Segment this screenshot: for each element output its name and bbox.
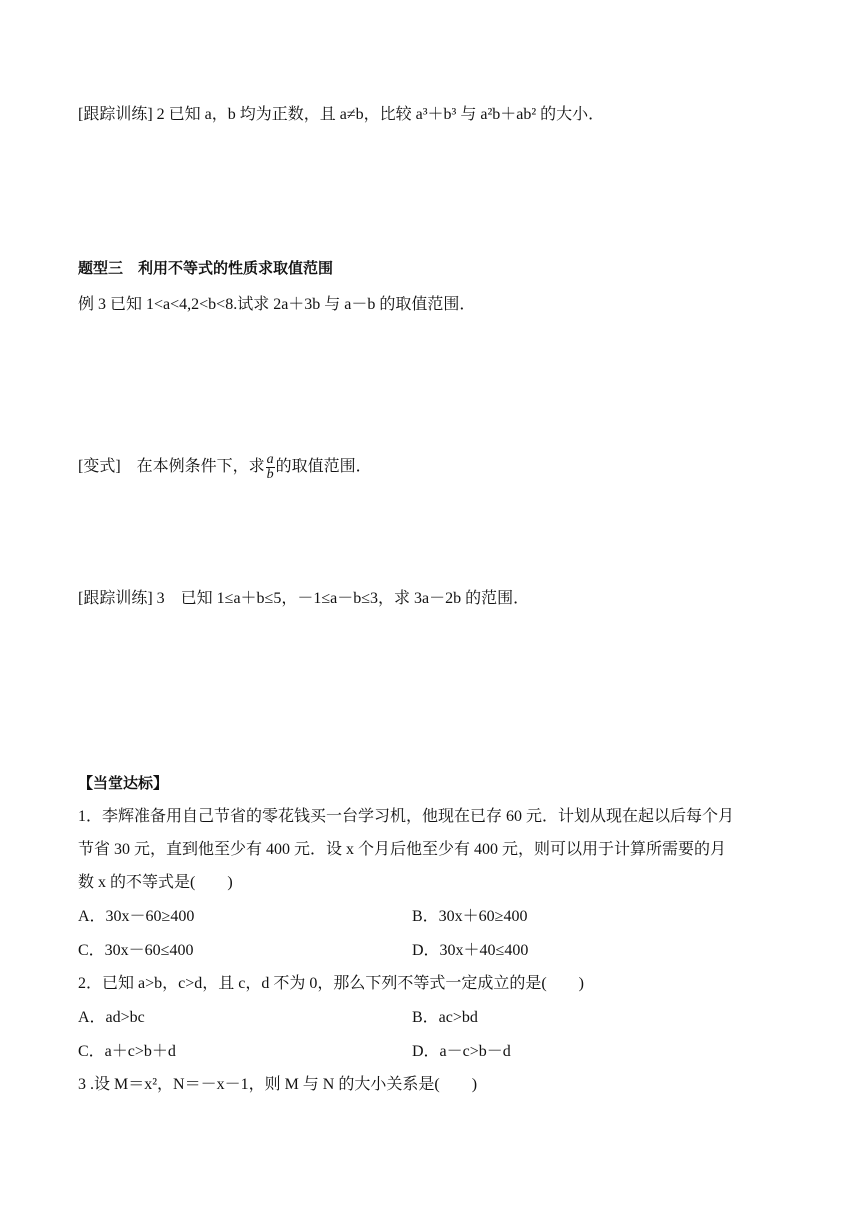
q1-option-b: B．30x＋60≥400 <box>412 908 528 925</box>
q2-option-a: A．ad>bc <box>78 1009 145 1026</box>
q2-option-c: C．a＋c>b＋d <box>78 1043 176 1060</box>
example-3: 例 3 已知 1<a<4,2<b<8.试求 2a＋3b 与 a－b 的取值范围． <box>78 296 476 313</box>
q1-option-c: C．30x－60≤400 <box>78 942 194 959</box>
q2-option-b: B．ac>bd <box>412 1009 478 1026</box>
q1-line1: 1．李辉准备用自己节省的零花钱买一台学习机，他现在已存 60 元．计划从现在起以后每个月 <box>78 808 735 825</box>
tracking-exercise-2: [跟踪训练] 2 已知 a，b 均为正数，且 a≠b，比较 a³＋b³ 与 a²b＋ab² 的大小． <box>78 106 605 123</box>
q2-stem: 2．已知 a>b，c>d，且 c，d 不为 0，那么下列不等式一定成立的是( ) <box>78 975 585 992</box>
section-title-type3: 题型三 利用不等式的性质求取值范围 <box>78 259 334 277</box>
q2-option-d: D．a－c>b－d <box>412 1043 511 1060</box>
q1-line2: 节省 30 元，直到他至少有 400 元．设 x 个月后他至少有 400 元，则可以用于计算所需要的月 <box>78 841 727 858</box>
tracking-exercise-3: [跟踪训练] 3 已知 1≤a＋b≤5，－1≤a－b≤3，求 3a－2b 的范围． <box>78 590 530 607</box>
fraction-numerator: a <box>266 452 274 467</box>
q1-option-a: A．30x－60≥400 <box>78 908 195 925</box>
q3-stem: 3 .设 M＝x²，N＝－x－1，则 M 与 N 的大小关系是( ) <box>78 1076 478 1093</box>
variant-suffix: 的取值范围． <box>275 458 372 476</box>
q1-option-d: D．30x＋40≤400 <box>412 942 529 959</box>
fraction-a-over-b <box>266 453 275 482</box>
q1-line3: 数 x 的不等式是( ) <box>78 874 233 891</box>
standard-section-title: 【当堂达标】 <box>78 774 169 792</box>
fraction-denominator: b <box>266 467 274 482</box>
variant-prefix: [变式] 在本例条件下，求 <box>78 458 265 476</box>
variant-question <box>78 453 372 482</box>
